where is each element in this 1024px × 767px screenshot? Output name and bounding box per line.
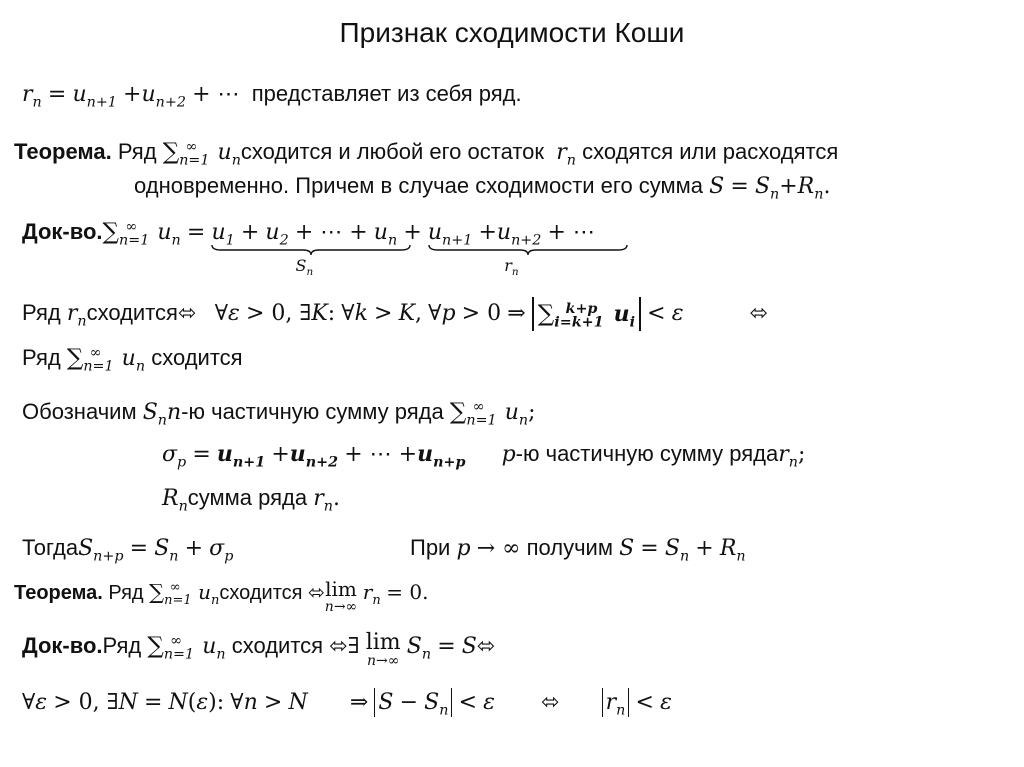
denote-text: -ю частичную сумму ряда	[181, 399, 444, 424]
equivalence-arrow-icon: ⬄	[476, 634, 496, 659]
equivalence-arrow-icon: ⬄	[308, 580, 325, 604]
proof-1-label: Док-во.	[22, 219, 103, 244]
equivalence-arrow-icon: ⬄	[177, 301, 197, 326]
then-prefix: Тогда	[22, 535, 79, 560]
proof-2-text-1: Ряд	[102, 633, 142, 658]
partial-sum-brace: $u_1 + u_2$ + ⋯ + $u_n$ $S_n$	[211, 218, 397, 247]
row-r-suffix: сходится	[86, 300, 178, 325]
row-r-prefix: Ряд	[22, 300, 61, 325]
sigma-text: -ю частичную сумму ряда	[515, 441, 779, 466]
theorem-1-line-1: Теорема. Ряд $\sum_{n=1}^\infty$ $u_nсходится$ и любой его остаток $r_n$ сходятся или расходятся	[14, 138, 839, 169]
denote-prefix: Обозначим	[22, 399, 137, 424]
theorem-1-text-4: одновременно. Причем в случае сходимости его сумма	[134, 173, 704, 198]
theorem-2-text-1: Ряд	[108, 582, 144, 604]
theorem-1-label: Теорема.	[14, 139, 112, 164]
theorem-2-text-2: сходится	[219, 582, 303, 604]
remainder-brace: $u_{n+1} +u_{n+2}$ + ⋯ $r_n$	[428, 218, 595, 247]
proof-2: Док-во.Ряд $\sum_{n=1}^\infty$ $u_n$ сходится ⬄∃ lim n→∞ $S_n$ = S⬄	[22, 630, 496, 669]
theorem-1-text-2: сходится и любой его остаток	[240, 139, 545, 164]
theorem-1-text-3: сходятся или расходятся	[582, 139, 839, 164]
theorem-1-text-1: Ряд	[117, 139, 157, 164]
equivalence-arrow-icon: ⬄	[329, 634, 348, 659]
equivalence-arrow-icon: ⬄	[541, 690, 560, 715]
equivalence-arrow-icon: ⬄	[749, 301, 769, 326]
then-row: ТогдаS$_{n+p}$ = $S_n + \sigma_p$	[22, 535, 234, 565]
rn-row: $R_nсумма$ ряда $r_n$.	[162, 485, 340, 515]
proof-1: Док-$во.\sum_{n=1}^\infty$ $u_n = u_1 + u_2$ + ⋯ + $u_n$ $S_n$ + $u_{n+1} +u_{n+2}$ + ⋯ $r_n$	[22, 218, 595, 274]
rn-text: сумма ряда	[187, 485, 308, 510]
limit-row: При p → ∞ получим $S = S_n + R_n$	[410, 535, 746, 565]
cauchy-criterion-row: Ряд $r_nсходится⬄$ ∀ε > 0, ∃K: ∀k > K, ∀p > 0 ⇒ $\sum_{i=k+1}^{k+p}$ $u_i < \varepsilon$ ⬄	[22, 296, 768, 331]
row-sum-prefix: Ряд	[22, 345, 61, 370]
theorem-1-line-2: одновременно. Причем в случае сходимости его сумма $S = S_n+R_n$.	[134, 173, 831, 203]
then-at: При	[410, 535, 451, 560]
remainder-definition-text: представляет из себя ряд.	[251, 81, 522, 106]
final-row: ∀ε > 0, ∃N = N(ε): ∀n > N ⇒ $S - S_n < \varepsilon$ ⬄ $r_n < \varepsilon$	[22, 690, 672, 719]
page-title: Признак сходимости Коши	[339, 17, 685, 48]
proof-2-text-2: сходится	[231, 633, 324, 658]
denote-row: Обозначим $S_nn-ю$ частичную сумму ряда $\sum_{n=1}^\infty$ $u_n$;	[22, 398, 536, 429]
theorem-2-label: Теорема.	[14, 582, 103, 604]
remainder-definition: $r_n = u_{n+1} +u_{n+2}$ + ⋯ представляет из себя ряд.	[22, 81, 522, 111]
series-converges-row: Ряд $\sum_{n=1}^\infty$ $u_n$ сходится	[22, 344, 243, 375]
theorem-2: Теорема. Ряд $\sum_{n=1}^\infty$ $u_nсходится$ ⬄ lim n→∞ $r_n = 0$.	[14, 577, 429, 615]
proof-2-label: Док-во.	[22, 633, 103, 658]
then-get: получим	[526, 535, 613, 560]
sigma-row: $\sigma_p = u_{n+1} +u_{n+2}$ + ⋯ $+u_{n+p}$ p-ю частичную сумму рядаr$_n$;	[162, 441, 806, 471]
row-sum-suffix: сходится	[151, 345, 243, 370]
